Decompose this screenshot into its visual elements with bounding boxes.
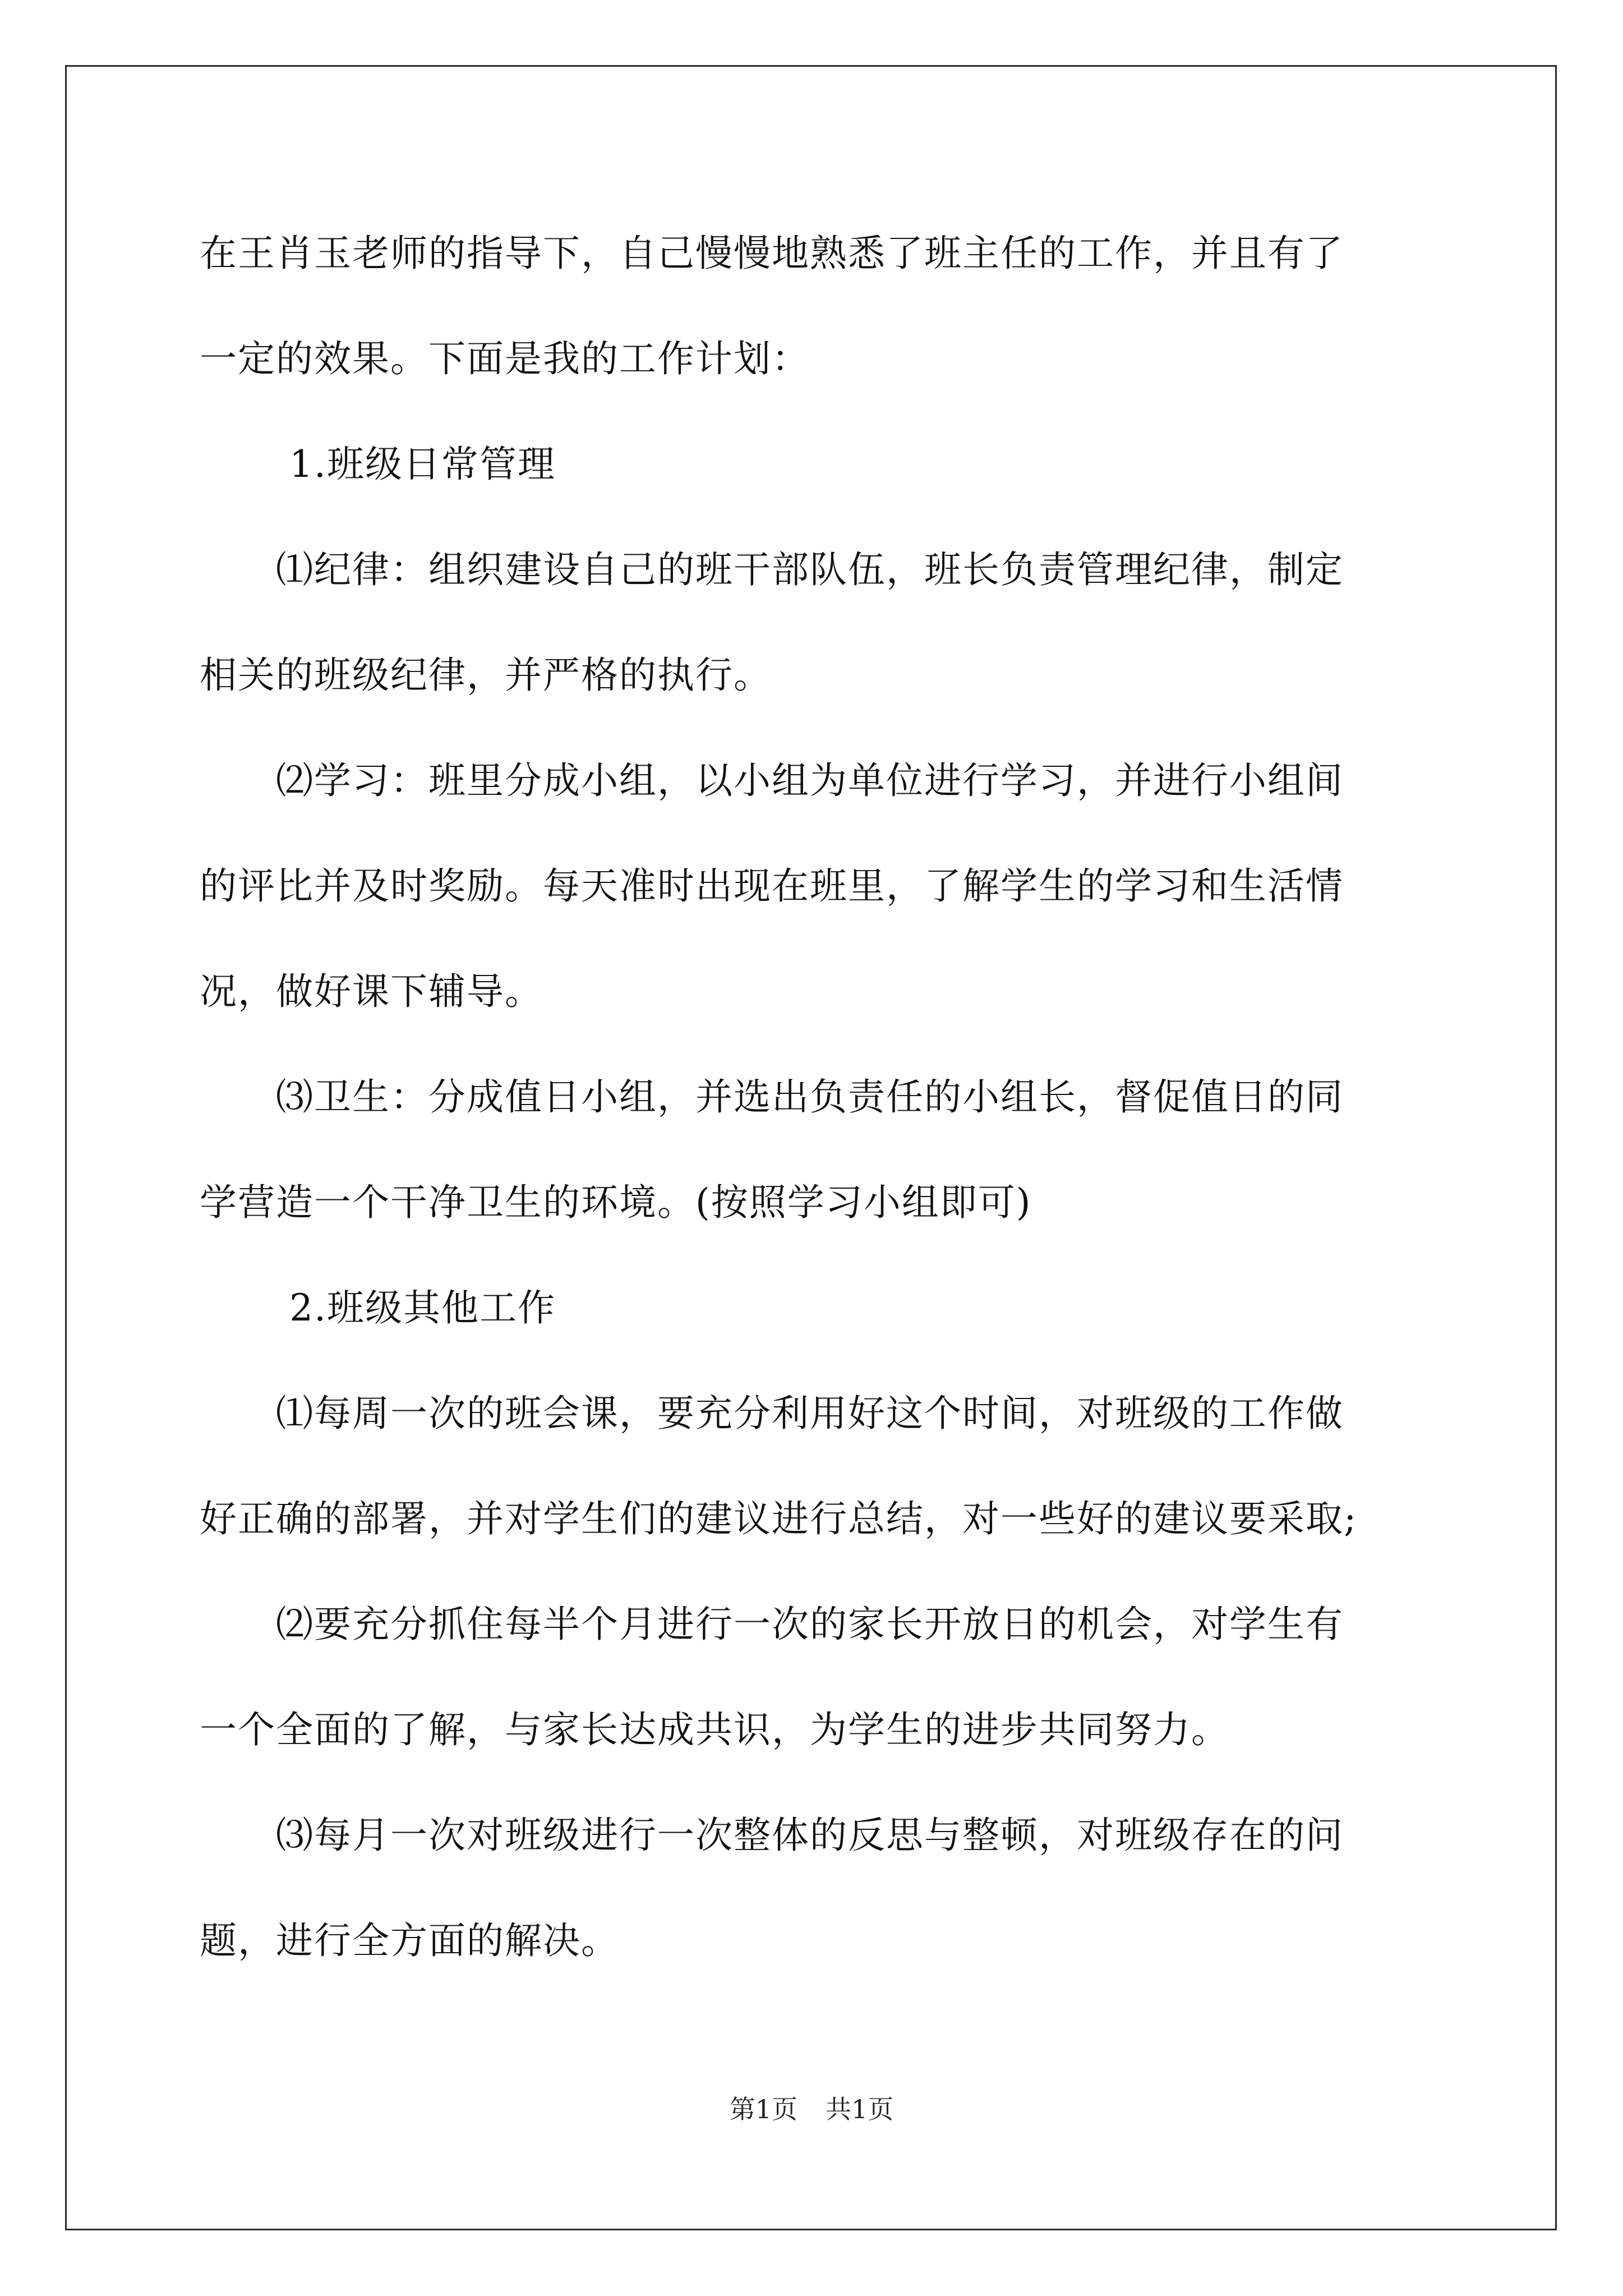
paragraph-line: 的评比并及时奖励。每天准时出现在班里，了解学生的学习和生活情 [200, 864, 1344, 908]
page-number: 第1页 [729, 2094, 797, 2124]
paragraph-line: ⑶卫生：分成值日小组，并选出负责任的小组长，督促值日的同 [276, 1075, 1344, 1119]
paragraph-line: ⑴每周一次的班会课，要充分利用好这个时间，对班级的工作做 [276, 1392, 1344, 1435]
page-footer [0, 2092, 1623, 2126]
paragraph-line: 学营造一个干净卫生的环境。(按照学习小组即可) [200, 1181, 1032, 1224]
section-heading: 2.班级其他工作 [289, 1286, 556, 1329]
paragraph-line: 好正确的部署，并对学生们的建议进行总结，对一些好的建议要采取; [200, 1497, 1358, 1540]
paragraph-line: ⑵学习：班里分成小组，以小组为单位进行学习，并进行小组间 [276, 759, 1344, 802]
paragraph-line: 在王肖玉老师的指导下，自己慢慢地熟悉了班主任的工作，并且有了 [200, 232, 1344, 275]
paragraph-line: ⑴纪律：组织建设自己的班干部队伍，班长负责管理纪律，制定 [276, 548, 1344, 591]
paragraph-line: ⑶每月一次对班级进行一次整体的反思与整顿，对班级存在的问 [276, 1814, 1344, 1857]
paragraph-line: 相关的班级纪律，并严格的执行。 [200, 654, 772, 697]
page-border [65, 65, 1557, 2230]
paragraph-line: 况，做好课下辅导。 [200, 970, 543, 1013]
paragraph-line: ⑵要充分抓住每半个月进行一次的家长开放日的机会，对学生有 [276, 1603, 1344, 1646]
section-heading: 1.班级日常管理 [289, 443, 556, 486]
paragraph-line: 题，进行全方面的解决。 [200, 1919, 619, 1962]
paragraph-line: 一定的效果。下面是我的工作计划： [200, 337, 810, 380]
page-total: 共1页 [826, 2094, 894, 2124]
paragraph-line: 一个全面的了解，与家长达成共识，为学生的进步共同努力。 [200, 1708, 1229, 1751]
